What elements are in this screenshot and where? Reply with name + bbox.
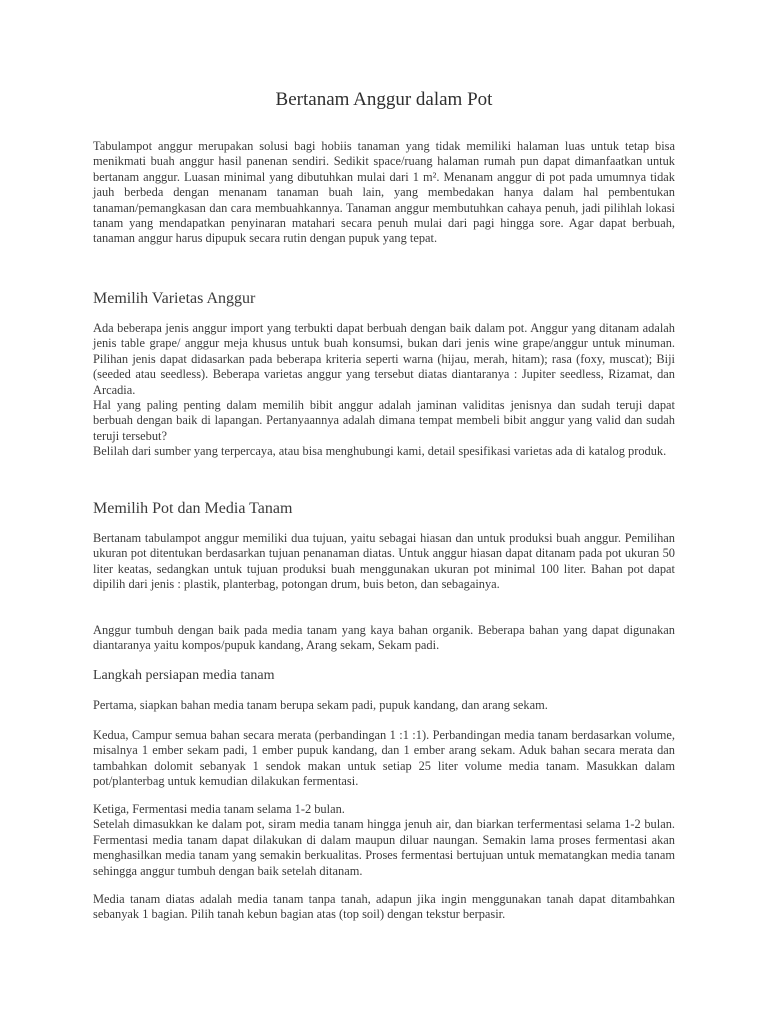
step-3 — [93, 802, 675, 879]
section-heading-persiapan: Langkah persiapan media tanam — [93, 668, 275, 683]
paragraph: Hal yang paling penting dalam memilih bibit anggur adalah jaminan validitas jenisnya dan sudah teruji dapat berbuah dengan baik di lapangan. Pertanyaannya adalah dimana tempat membeli bibit anggur yang valid dan sudah teruji tersebut? — [93, 398, 675, 443]
step-1 — [93, 698, 675, 713]
section-varietas-body — [93, 321, 675, 460]
paragraph: Setelah dimasukkan ke dalam pot, siram media tanam hingga jenuh air, dan biarkan terfermentasi selama 1-2 bulan. Fermentasi media tanam dapat dilakukan di dalam maupun diluar naungan. Semakin lama proses fermentasi akan menghasilkan media tanam yang semakin berkualitas. Proses fermentasi bertujuan untuk mematangkan media tanam sehingga anggur tumbuh dengan baik setelah ditanam. — [93, 817, 675, 878]
section-varietas — [93, 290, 675, 308]
section-persiapan — [93, 668, 675, 684]
intro-block — [93, 139, 675, 247]
paragraph: Pertama, siapkan bahan media tanam berupa sekam padi, pupuk kandang, dan arang sekam. — [93, 698, 548, 712]
step-2 — [93, 728, 675, 790]
section-heading-varietas: Memilih Varietas Anggur — [93, 290, 256, 307]
page-title: Bertanam Anggur dalam Pot — [275, 89, 493, 110]
paragraph: Kedua, Campur semua bahan secara merata (perbandingan 1 :1 :1). Perbandingan media tanam berdasarkan volume, misalnya 1 ember sekam padi, 1 ember pupuk kandang, dan 1 ember arang sekam. Aduk bahan secara merata dan tambahkan dolomit sebanyak 1 sendok makan untuk setiap 25 liter volume media tanam. Masukkan dalam pot/planterbag untuk kemudian dilakukan fermentasi. — [93, 728, 675, 789]
paragraph: Ada beberapa jenis anggur import yang terbukti dapat berbuah dengan baik dalam pot. Anggur yang ditanam adalah jenis table grape/ anggur meja khusus untuk buah konsumsi, bukan dari jenis wine grape/anggur untuk minuman. Pilihan jenis dapat didasarkan pada beberapa kriteria seperti warna (hijau, merah, hitam); rasa (foxy, muscat); Biji (seeded atau seedless). Beberapa varietas anggur yang tersebut diatas diantaranya : Jupiter seedless, Rizamat, dan Arcadia. — [93, 321, 675, 397]
paragraph: Media tanam diatas adalah media tanam tanpa tanah, adapun jika ingin menggunakan tanah dapat ditambahkan sebanyak 1 bagian. Pilih tanah kebun bagian atas (top soil) dengan tekstur berpasir. — [93, 892, 675, 922]
section-pot-body-2 — [93, 623, 675, 654]
section-heading-pot: Memilih Pot dan Media Tanam — [93, 500, 293, 517]
intro-paragraph: Tabulampot anggur merupakan solusi bagi hobiis tanaman yang tidak memiliki halaman luas untuk tetap bisa menikmati buah anggur hasil panenan sendiri. Sedikit space/ruang halaman rumah pun dapat dimanfaatkan untuk bertanam anggur. Luasan minimal yang dibutuhkan mulai dari 1 m². Menanam anggur di pot pada umumnya tidak jauh berbeda dengan menanam tanaman buah lain, yang membedakan hanya dalam hal pembentukan tanaman/pemangkasan dan cara membuahkannya. Tanaman anggur membutuhkan cahaya penuh, jadi pilihlah lokasi tanam yang mendapatkan penyinaran matahari secara penuh mulai dari pagi hingga sore. Agar dapat berbuah, tanaman anggur harus dipupuk secara rutin dengan pupuk yang tepat. — [93, 139, 675, 246]
paragraph: Bertanam tabulampot anggur memiliki dua tujuan, yaitu sebagai hiasan dan untuk produksi buah anggur. Pemilihan ukuran pot ditentukan berdasarkan tujuan penanaman diatas. Untuk anggur hiasan dapat ditanam pada pot ukuran 50 liter keatas, sedangkan untuk tujuan produksi buah menggunakan ukuran pot minimal 100 liter. Bahan pot dapat dipilih dari jenis : plastik, planterbag, potongan drum, buis beton, dan sebagainya. — [93, 531, 675, 592]
paragraph: Belilah dari sumber yang terpercaya, atau bisa menghubungi kami, detail spesifikasi varietas ada di katalog produk. — [93, 444, 667, 459]
paragraph: Anggur tumbuh dengan baik pada media tanam yang kaya bahan organik. Beberapa bahan yang dapat digunakan diantaranya yaitu kompos/pupuk kandang, Arang sekam, Sekam padi. — [93, 623, 675, 653]
closing-note — [93, 892, 675, 923]
section-pot — [93, 500, 675, 518]
section-pot-body — [93, 531, 675, 593]
paragraph: Ketiga, Fermentasi media tanam selama 1-2 bulan. — [93, 802, 345, 816]
